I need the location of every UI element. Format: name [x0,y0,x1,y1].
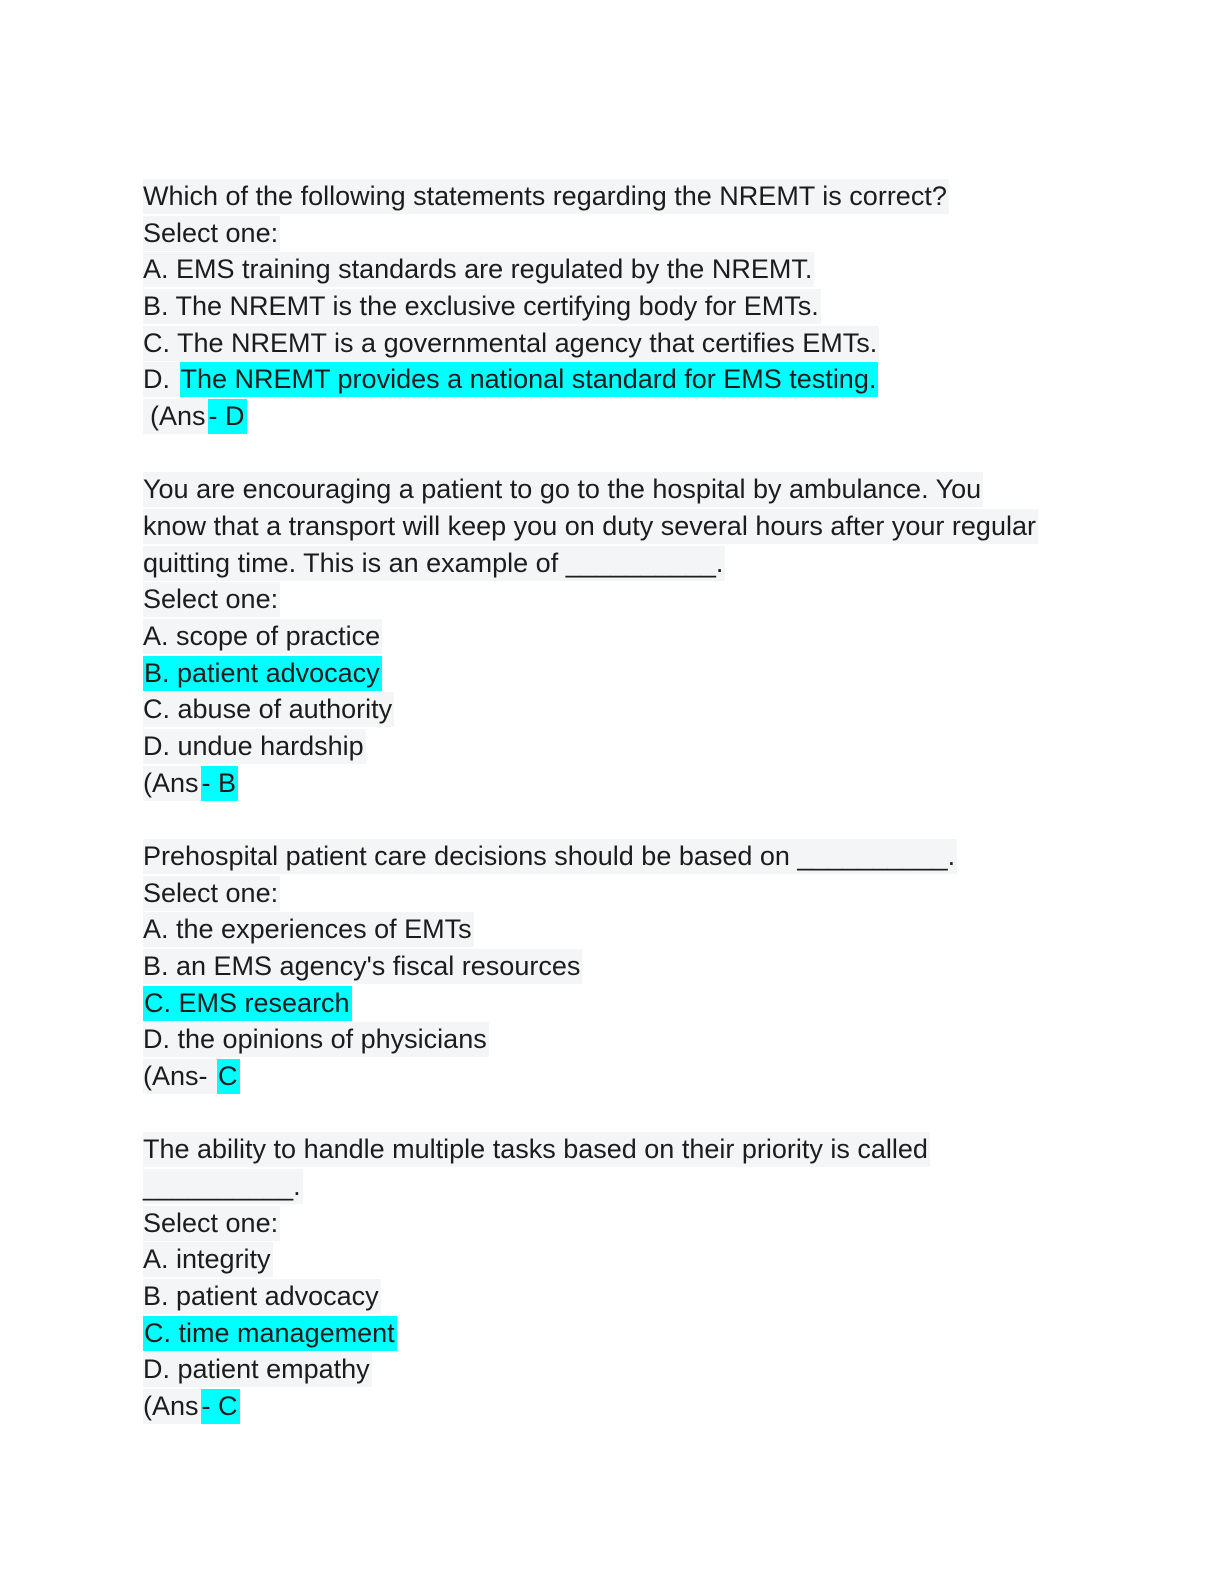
question-2 [143,471,1083,801]
select-one-label: Select one: [143,215,1083,252]
question-stem-line: quitting time. This is an example of __________. [143,545,1083,582]
option-c-correct [143,1315,1083,1352]
answer-line: (Ans - C [143,1388,1083,1425]
select-one-label: Select one: [143,581,1083,618]
option-c: C. abuse of authority [143,691,1083,728]
answer-line: (Ans - D [143,398,1083,435]
option-b-correct [143,655,1083,692]
answer-line: (Ans- C [143,1058,1083,1095]
answer-highlight: - B [201,766,239,801]
option-d: D. the opinions of physicians [143,1021,1083,1058]
question-stem-line: Prehospital patient care decisions should be based on __________. [143,838,1083,875]
document-page [143,178,1083,1461]
option-b: B. an EMS agency's fiscal resources [143,948,1083,985]
correct-answer-highlight: The NREMT provides a national standard for EMS testing. [180,362,879,397]
question-stem-line: You are encouraging a patient to go to the hospital by ambulance. You [143,471,1083,508]
answer-highlight: C [217,1059,240,1094]
option-c: C. The NREMT is a governmental agency that certifies EMTs. [143,325,1083,362]
option-a: A. EMS training standards are regulated by the NREMT. [143,251,1083,288]
question-stem-line: __________. [143,1168,1083,1205]
answer-highlight: - C [201,1389,240,1424]
answer-highlight: - D [208,399,247,434]
option-d-correct: D. The NREMT provides a national standard for EMS testing. [143,361,1083,398]
answer-line: (Ans - B [143,765,1083,802]
option-b: B. The NREMT is the exclusive certifying body for EMTs. [143,288,1083,325]
option-b: B. patient advocacy [143,1278,1083,1315]
question-stem-line: The ability to handle multiple tasks based on their priority is called [143,1131,1083,1168]
correct-answer-highlight: B. patient advocacy [143,656,382,691]
question-3 [143,838,1083,1095]
option-d: D. patient empathy [143,1351,1083,1388]
question-1 [143,178,1083,435]
question-stem-line: Which of the following statements regarding the NREMT is correct? [143,178,1083,215]
option-c-correct [143,985,1083,1022]
select-one-label: Select one: [143,1205,1083,1242]
option-d: D. undue hardship [143,728,1083,765]
correct-answer-highlight: C. time management [143,1316,397,1351]
option-a: A. the experiences of EMTs [143,911,1083,948]
correct-answer-highlight: C. EMS research [143,986,352,1021]
select-one-label: Select one: [143,875,1083,912]
question-4 [143,1131,1083,1425]
option-a: A. integrity [143,1241,1083,1278]
option-a: A. scope of practice [143,618,1083,655]
question-stem-line: know that a transport will keep you on duty several hours after your regular [143,508,1083,545]
